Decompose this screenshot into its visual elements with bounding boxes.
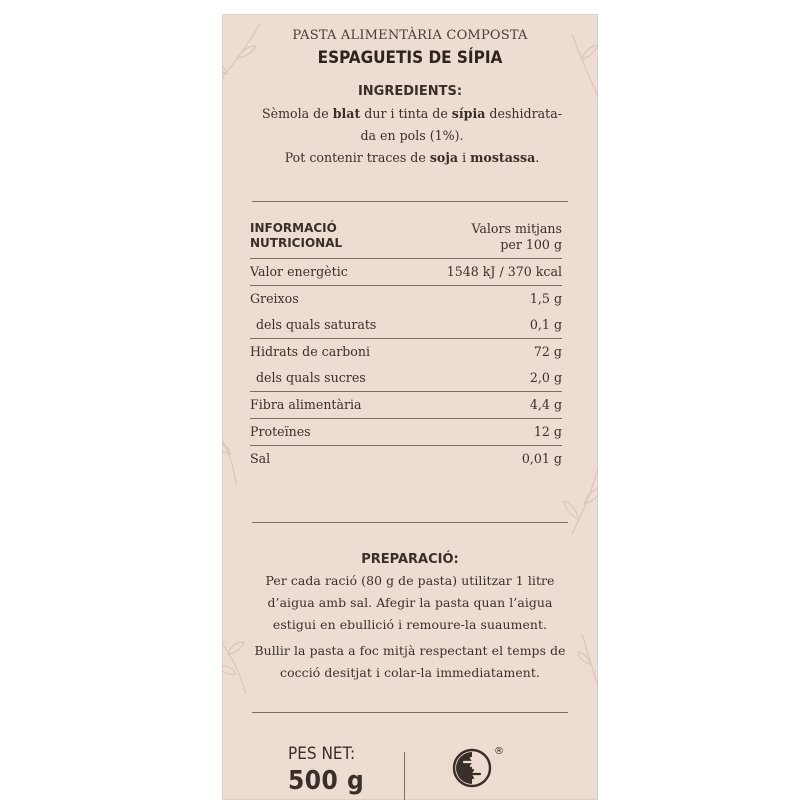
nutrient-value: 72 g bbox=[533, 344, 562, 359]
nutrient-name: Valor energètic bbox=[250, 264, 348, 279]
nutrient-name: dels quals sucres bbox=[256, 370, 366, 385]
nutrient-value: 1,5 g bbox=[529, 291, 562, 306]
nutrient-name: Sal bbox=[250, 451, 271, 466]
values-heading: Valors mitjans per 100 g bbox=[471, 221, 562, 252]
registered-mark: ® bbox=[494, 746, 504, 757]
nutrition-row bbox=[250, 392, 562, 418]
green-dot-icon bbox=[452, 748, 492, 788]
preparation-paragraph-1: Per cada ració (80 g de pasta) utilitzar 1 litre d’aigua amb sal. Afegir la pasta quan l’aigua estigui en ebullició i remoure-la suaument. bbox=[265, 573, 555, 632]
preparation-paragraph-2: Bullir la pasta a foc mitjà respectant el temps de cocció desitjat i colar-la immediatament. bbox=[254, 643, 566, 680]
nutrition-row bbox=[250, 312, 562, 338]
nutrient-name: dels quals saturats bbox=[256, 317, 377, 332]
nutrition-group bbox=[250, 258, 562, 285]
nutrition-row bbox=[250, 419, 562, 445]
preparation-heading: PREPARACIÓ: bbox=[361, 552, 459, 567]
nutrition-row bbox=[250, 259, 562, 285]
section-divider bbox=[252, 712, 568, 713]
product-label bbox=[222, 14, 598, 800]
nutrition-group bbox=[250, 338, 562, 391]
section-divider bbox=[252, 201, 568, 202]
ingredients-line-1: Sèmola de blat dur i tinta de sípia deshidrata- bbox=[262, 106, 562, 121]
allergen-warning: Pot contenir traces de soja i mostassa. bbox=[284, 150, 540, 165]
nutrition-table bbox=[250, 214, 562, 472]
product-title: ESPAGUETIS DE SÍPIA bbox=[317, 48, 503, 68]
nutrition-group bbox=[250, 445, 562, 472]
nutrient-name: Greixos bbox=[250, 291, 299, 306]
ingredients-heading: INGREDIENTS: bbox=[357, 84, 463, 99]
product-subtitle: PASTA ALIMENTÀRIA COMPOSTA bbox=[292, 28, 528, 43]
nutrient-value: 1548 kJ / 370 kcal bbox=[446, 264, 562, 279]
nutrition-group bbox=[250, 391, 562, 418]
nutrition-row bbox=[250, 446, 562, 472]
nutrient-value: 0,1 g bbox=[529, 317, 562, 332]
net-weight-label: PES NET: bbox=[288, 744, 356, 764]
nutrient-value: 12 g bbox=[533, 424, 562, 439]
nutrition-body bbox=[250, 258, 562, 472]
section-divider bbox=[252, 522, 568, 523]
nutrition-row bbox=[250, 339, 562, 365]
ingredients-line-2: da en pols (1%). bbox=[360, 128, 464, 143]
nutrition-header bbox=[250, 214, 562, 258]
footer-divider bbox=[404, 752, 405, 800]
nutrient-name: Hidrats de carboni bbox=[250, 344, 371, 359]
net-weight-value: 500 g bbox=[288, 766, 365, 796]
nutrient-value: 2,0 g bbox=[529, 370, 562, 385]
nutrition-heading: INFORMACIÓ NUTRICIONAL bbox=[250, 221, 343, 250]
nutrient-value: 4,4 g bbox=[529, 397, 562, 412]
nutrition-group bbox=[250, 285, 562, 338]
nutrient-value: 0,01 g bbox=[521, 451, 562, 466]
nutrition-group bbox=[250, 418, 562, 445]
ingredients-text bbox=[244, 103, 580, 169]
nutrition-row bbox=[250, 286, 562, 312]
nutrient-name: Proteïnes bbox=[250, 424, 311, 439]
nutrient-name: Fibra alimentària bbox=[250, 397, 362, 412]
nutrition-row bbox=[250, 365, 562, 391]
